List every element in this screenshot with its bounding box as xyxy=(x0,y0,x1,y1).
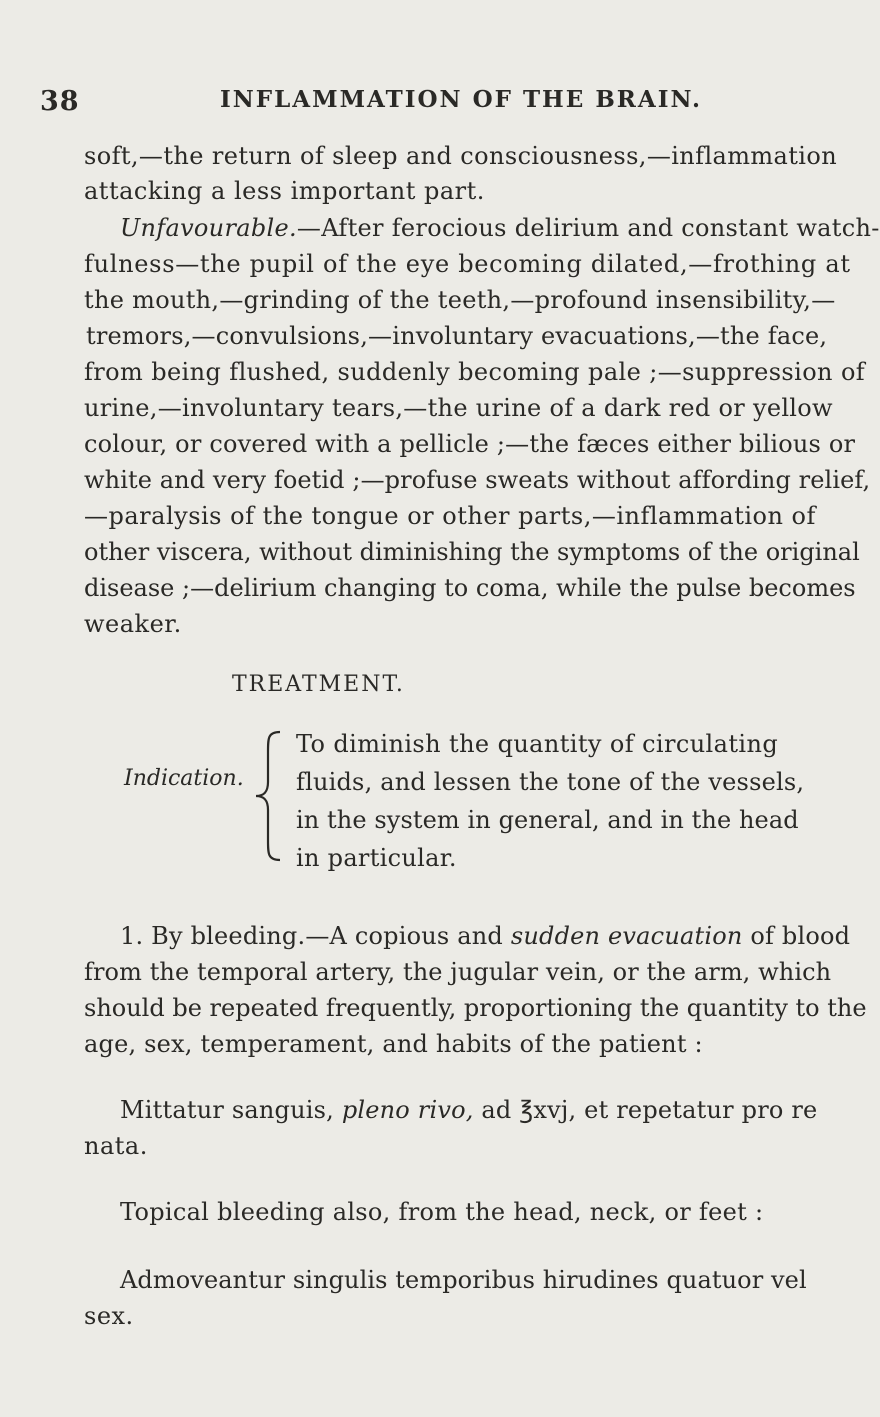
text-line: fulness—the pupil of the eye becoming dilated,—frothing at xyxy=(84,250,851,278)
text-span: —After ferocious delirium and constant watch- xyxy=(296,214,880,242)
text-span: —A copious and xyxy=(305,922,511,950)
running-title: INFLAMMATION OF THE BRAIN. xyxy=(220,86,703,113)
text-line: white and very foetid ;—profuse sweats without affording relief, xyxy=(84,466,871,494)
page-number: 38 xyxy=(40,86,80,117)
indication-label: Indication. xyxy=(124,766,244,791)
text-line: Admoveantur singulis temporibus hirudines quatuor vel xyxy=(120,1266,807,1294)
text-line: nata. xyxy=(84,1132,148,1160)
item-number: 1. xyxy=(120,922,144,950)
text-line: from being flushed, suddenly becoming pale ;—suppression of xyxy=(84,358,866,386)
curly-brace-icon xyxy=(250,728,286,864)
text-line: age, sex, temperament, and habits of the patient : xyxy=(84,1030,703,1058)
text-line: in particular. xyxy=(296,844,457,872)
text-line: the mouth,—grinding of the teeth,—profound insensibility,— xyxy=(84,286,836,314)
text-line: other viscera, without diminishing the symptoms of the original xyxy=(84,538,860,566)
text-line: disease ;—delirium changing to coma, while the pulse becomes xyxy=(84,574,856,602)
text-span: Mittatur sanguis, xyxy=(120,1096,342,1124)
text-line: —paralysis of the tongue or other parts,—inflammation of xyxy=(84,502,816,530)
text-line: tremors,—convulsions,—involuntary evacuations,—the face, xyxy=(86,322,828,350)
text-line: colour, or covered with a pellicle ;—the fæces either bilious or xyxy=(84,430,856,458)
text-line: attacking a less important part. xyxy=(84,177,485,205)
text-line: from the temporal artery, the jugular vein, or the arm, which xyxy=(84,958,832,986)
text-line: in the system in general, and in the head xyxy=(296,806,799,834)
text-line xyxy=(120,922,850,950)
text-line xyxy=(120,1096,817,1124)
text-span-italic: sudden evacuation xyxy=(510,922,743,950)
text-span: ad ℥xvj, et repetatur pro re xyxy=(473,1096,818,1124)
text-line: weaker. xyxy=(84,610,182,638)
topical-bleeding-line: Topical bleeding also, from the head, neck, or feet : xyxy=(120,1198,764,1226)
text-line: To diminish the quantity of circulating xyxy=(296,730,779,758)
text-line: sex. xyxy=(84,1302,134,1330)
item-lead: By bleeding. xyxy=(151,922,306,950)
text-line: fluids, and lessen the tone of the vessels, xyxy=(296,768,805,796)
text-line: soft,—the return of sleep and consciousness,—inflammation xyxy=(84,142,838,170)
unfavourable-label: Unfavourable. xyxy=(120,214,297,242)
text-span: of blood xyxy=(742,922,851,950)
text-line: urine,—involuntary tears,—the urine of a dark red or yellow xyxy=(84,394,833,422)
text-span-italic: pleno rivo, xyxy=(341,1096,474,1124)
text-line: should be repeated frequently, proportioning the quantity to the xyxy=(84,994,867,1022)
text-line xyxy=(120,214,880,242)
treatment-heading: TREATMENT. xyxy=(232,672,405,697)
